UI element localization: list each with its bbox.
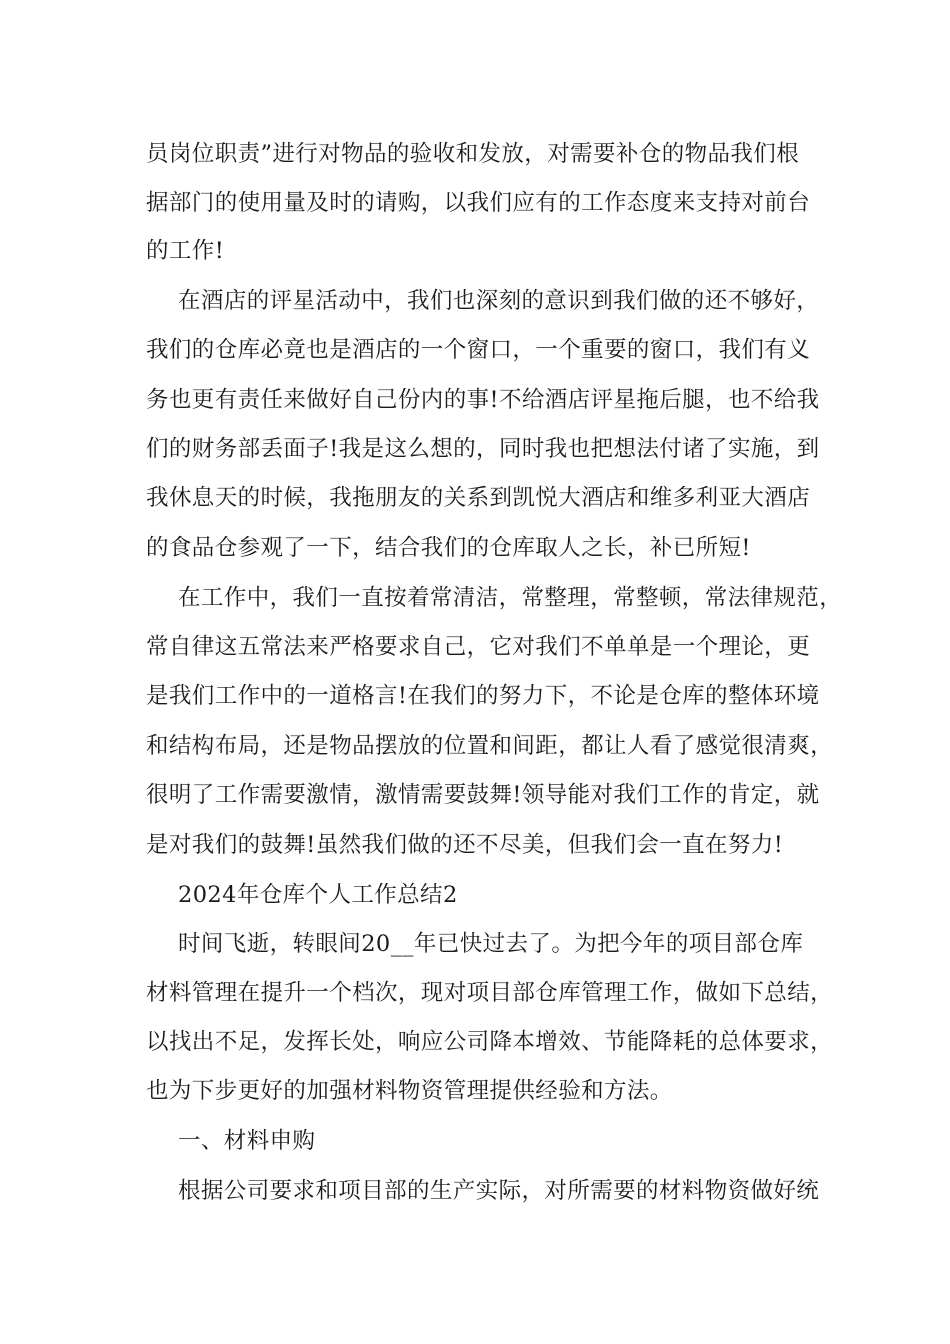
paragraph-line: 员岗位职责”进行对物品的验收和发放，对需要补仓的物品我们根 bbox=[146, 141, 800, 167]
paragraph-line: 是我们工作中的一道格言!在我们的努力下，不论是仓库的整体环境 bbox=[146, 683, 820, 709]
paragraph-line: 在工作中，我们一直按着常清洁，常整理，常整顿，常法律规范， bbox=[178, 585, 843, 611]
paragraph-line: 很明了工作需要激情，激情需要鼓舞!领导能对我们工作的肯定，就 bbox=[146, 782, 820, 808]
paragraph-line: 在酒店的评星活动中，我们也深刻的意识到我们做的还不够好， bbox=[178, 288, 820, 314]
paragraph-line: 常自律这五常法来严格要求自己，它对我们不单单是一个理论，更 bbox=[146, 634, 811, 660]
paragraph-line: 是对我们的鼓舞!虽然我们做的还不尽美，但我们会一直在努力! bbox=[146, 832, 784, 858]
paragraph-line: 务也更有责任来做好自己份内的事!不给酒店评星拖后腿，也不给我 bbox=[146, 387, 820, 413]
paragraph-line: 根据公司要求和项目部的生产实际，对所需要的材料物资做好统 bbox=[178, 1178, 820, 1204]
paragraph-line: 和结构布局，还是物品摆放的位置和间距，都让人看了感觉很清爽， bbox=[146, 733, 834, 759]
paragraph-line: 的食品仓参观了一下，结合我们的仓库取人之长，补已所短! bbox=[146, 535, 751, 561]
paragraph-line: 也为下步更好的加强材料物资管理提供经验和方法。 bbox=[146, 1078, 673, 1104]
paragraph-line: 时间飞逝，转眼间20__年已快过去了。为把今年的项目部仓库 bbox=[178, 931, 804, 957]
paragraph-line: 我休息天的时候，我拖朋友的关系到凯悦大酒店和维多利亚大酒店 bbox=[146, 485, 811, 511]
paragraph-line: 据部门的使用量及时的请购，以我们应有的工作态度来支持对前台 bbox=[146, 190, 811, 216]
paragraph-line: 材料管理在提升一个档次，现对项目部仓库管理工作，做如下总结， bbox=[146, 980, 834, 1006]
paragraph-line: 以找出不足，发挥长处，响应公司降本增效、节能降耗的总体要求， bbox=[146, 1029, 834, 1055]
paragraph-line: 的工作! bbox=[146, 238, 225, 264]
paragraph-line: 们的财务部丢面子!我是这么想的，同时我也把想法付诸了实施，到 bbox=[146, 436, 820, 462]
section-heading: 2024年仓库个人工作总结2 bbox=[178, 882, 458, 908]
paragraph-line: 我们的仓库必竟也是酒店的一个窗口，一个重要的窗口，我们有义 bbox=[146, 337, 811, 363]
subsection-heading: 一、材料申购 bbox=[178, 1128, 316, 1154]
